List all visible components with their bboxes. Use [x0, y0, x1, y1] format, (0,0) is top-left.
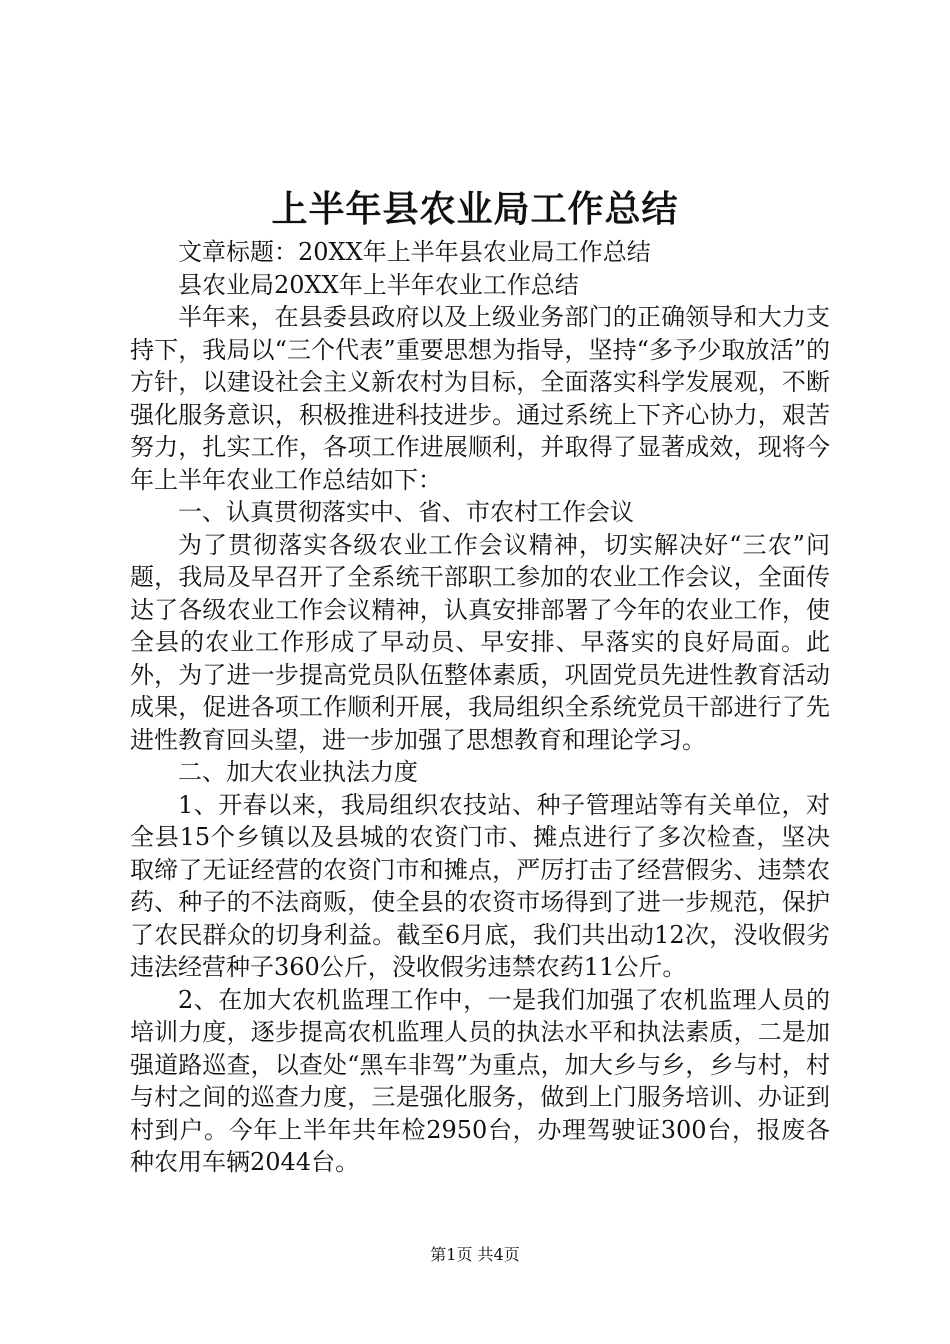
document-body: [130, 236, 830, 1179]
document-title: 上半年县农业局工作总结: [271, 188, 679, 230]
section-2-item-2: 2、在加大农机监理工作中，一是我们加强了农机监理人员的培训力度，逐步提高农机监理人员的执法水平和执法素质，二是加强道路巡查，以查处“黑车非驾”为重点，加大乡与乡，乡与村，村与村之间的巡查力度，三是强化服务，做到上门服务培训、办证到村到户。今年上半年共年检2950台，办理驾驶证300台，报废各种农用车辆2044台。: [130, 985, 830, 1176]
section-heading-2: 二、加大农业执法力度: [178, 758, 418, 786]
article-title-line: 文章标题：20XX年上半年县农业局工作总结: [178, 238, 651, 266]
page-footer: 第1页 共4页: [430, 1245, 520, 1264]
subtitle-line: 县农业局20XX年上半年农业工作总结: [178, 270, 579, 299]
section-heading-1: 一、认真贯彻落实中、省、市农村工作会议: [178, 498, 634, 526]
section-2-item-1: 1、开春以来，我局组织农技站、种子管理站等有关单位，对全县15个乡镇以及县城的农资门市、摊点进行了多次检查，坚决取缔了无证经营的农资门市和摊点，严厉打击了经营假劣、违禁农药、种子的不法商贩，使全县的农资市场得到了进一步规范，保护了农民群众的切身利益。截至6月底，我们共出动12次，没收假劣违法经营种子360公斤，没收假劣违禁农药11公斤。: [130, 790, 830, 981]
intro-paragraph: 半年来，在县委县政府以及上级业务部门的正确领导和大力支持下，我局以“三个代表”重要思想为指导，坚持“多予少取放活”的方针，以建设社会主义新农村为目标，全面落实科学发展观，不断强化服务意识，积极推进科技进步。通过系统上下齐心协力，艰苦努力，扎实工作，各项工作进展顺利，并取得了显著成效，现将今年上半年农业工作总结如下：: [130, 303, 830, 494]
section-1-paragraph: 为了贯彻落实各级农业工作会议精神，切实解决好“三农”问题，我局及早召开了全系统干部职工参加的农业工作会议，全面传达了各级农业工作会议精神，认真安排部署了今年的农业工作，使全县的农业工作形成了早动员、早安排、早落实的良好局面。此外，为了进一步提高党员队伍整体素质，巩固党员先进性教育活动成果，促进各项工作顺利开展，我局组织全系统党员干部进行了先进性教育回头望，进一步加强了思想教育和理论学习。: [130, 530, 830, 754]
